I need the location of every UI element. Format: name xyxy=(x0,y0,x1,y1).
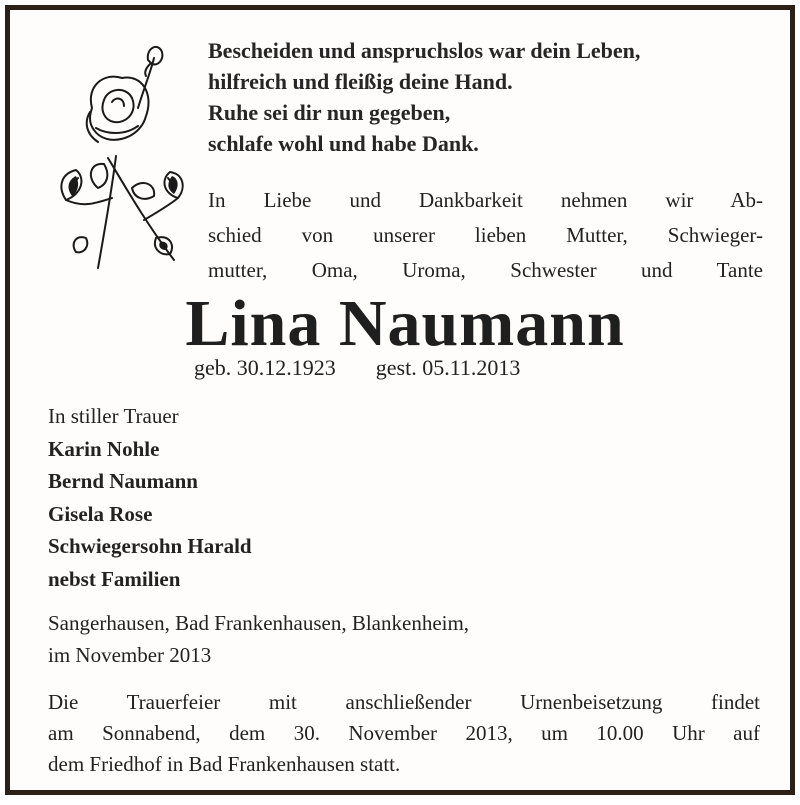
mourner-name: Gisela Rose xyxy=(48,501,153,526)
mourner-name: Schwiegersohn Harald xyxy=(48,534,252,558)
obituary-notice xyxy=(5,5,795,795)
place-line: Sangerhausen, Bad Frankenhausen, Blankenheim, xyxy=(48,611,470,635)
rose-icon xyxy=(46,38,186,278)
intro-line: In Liebe und Dankbarkeit nehmen wir Ab- xyxy=(208,188,763,212)
funeral-line: Die Trauerfeier mit anschließender Urnenbeisetzung findet xyxy=(48,690,760,714)
poem-line: Bescheiden und anspruchslos war dein Leben, xyxy=(208,38,641,63)
deceased-name: Lina Naumann xyxy=(185,287,625,360)
mourning-heading: In stiller Trauer xyxy=(48,404,179,428)
poem-line: hilfreich und fleißig deine Hand. xyxy=(208,69,513,94)
poem-line: schlafe wohl und habe Dank. xyxy=(208,131,479,156)
intro-line: schied von unserer lieben Mutter, Schwieger- xyxy=(208,223,763,247)
mourner-name: Karin Nohle xyxy=(48,436,160,461)
farewell-intro xyxy=(208,183,763,288)
mourners-list xyxy=(48,400,252,595)
funeral-line: am Sonnabend, dem 30. November 2013, um 10.00 Uhr auf xyxy=(48,721,760,745)
place-and-date xyxy=(48,607,469,671)
birth-date: geb. 30.12.1923 xyxy=(194,355,336,380)
mourner-name: nebst Familien xyxy=(48,566,181,591)
funeral-details xyxy=(48,687,760,780)
mourner-name: Bernd Naumann xyxy=(48,469,198,493)
poem-verse xyxy=(208,35,640,159)
funeral-line: dem Friedhof in Bad Frankenhausen statt. xyxy=(48,752,401,776)
intro-line: mutter, Oma, Uroma, Schwester und Tante xyxy=(208,258,763,282)
place-line: im November 2013 xyxy=(48,643,212,667)
life-dates xyxy=(194,353,520,383)
poem-line: Ruhe sei dir nun gegeben, xyxy=(208,100,451,125)
death-date: gest. 05.11.2013 xyxy=(375,355,521,380)
